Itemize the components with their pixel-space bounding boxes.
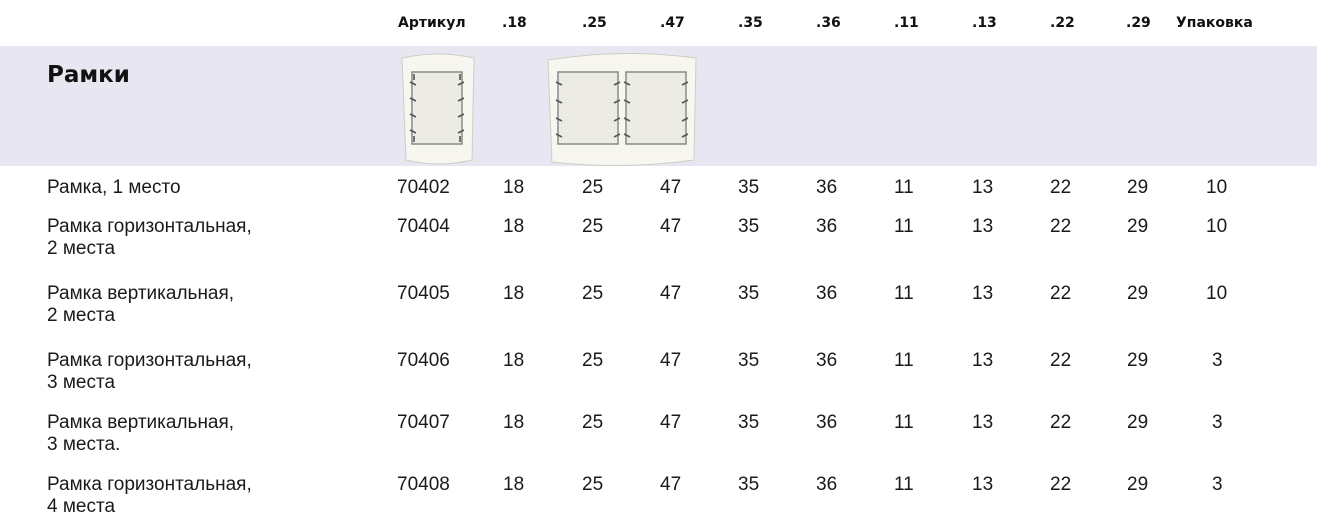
product-name [47,350,367,394]
packaging-qty: 10 [1206,283,1228,304]
cell-29: 29 [1127,283,1149,304]
cell-11: 11 [894,216,914,237]
packaging-qty: 3 [1212,474,1223,495]
cell-22: 22 [1050,474,1072,495]
article-number: 70404 [397,216,450,237]
cell-35: 35 [738,350,760,371]
cell-47: 47 [660,474,682,495]
cell-11: 11 [894,412,914,433]
cell-22: 22 [1050,350,1072,371]
product-name-line: 3 места [47,372,116,393]
cell-29: 29 [1127,177,1149,198]
cell-29: 29 [1127,412,1149,433]
product-name [47,216,367,260]
article-number: 70402 [397,177,450,198]
header-col-13: .13 [972,15,997,31]
cell-11: 11 [894,177,914,198]
cell-22: 22 [1050,216,1072,237]
cell-47: 47 [660,412,682,433]
frame-single-image [400,52,476,166]
product-name [47,412,367,456]
cell-36: 36 [816,474,838,495]
cell-11: 11 [894,283,914,304]
cell-18: 18 [503,412,525,433]
header-col-25: .25 [582,15,607,31]
cell-36: 36 [816,350,838,371]
header-col-11: .11 [894,15,919,31]
cell-25: 25 [582,177,604,198]
cell-18: 18 [503,216,525,237]
product-name-line: Рамка горизонтальная, [47,474,252,495]
table-header [0,0,1317,46]
cell-13: 13 [972,412,994,433]
cell-29: 29 [1127,350,1149,371]
packaging-qty: 3 [1212,412,1223,433]
article-number: 70408 [397,474,450,495]
header-col-29: .29 [1126,15,1151,31]
cell-25: 25 [582,216,604,237]
product-name [47,474,367,518]
cell-36: 36 [816,283,838,304]
cell-25: 25 [582,474,604,495]
product-name-line: Рамка вертикальная, [47,412,235,433]
cell-18: 18 [503,177,525,198]
cell-35: 35 [738,177,760,198]
cell-13: 13 [972,283,994,304]
cell-47: 47 [660,216,682,237]
section-title: Рамки [47,62,130,88]
header-col-18: .18 [502,15,527,31]
cell-18: 18 [503,283,525,304]
article-number: 70406 [397,350,450,371]
product-name-line: Рамка горизонтальная, [47,350,252,371]
cell-18: 18 [503,350,525,371]
article-number: 70407 [397,412,450,433]
cell-25: 25 [582,283,604,304]
cell-29: 29 [1127,474,1149,495]
section-band [0,46,1317,166]
product-name-line: 2 места [47,305,116,326]
cell-18: 18 [503,474,525,495]
product-name [47,283,367,327]
header-col-36: .36 [816,15,841,31]
product-name-line: 3 места. [47,434,121,455]
cell-22: 22 [1050,177,1072,198]
product-name-line: Рамка горизонтальная, [47,216,252,237]
header-col-22: .22 [1050,15,1075,31]
packaging-qty: 10 [1206,216,1228,237]
packaging-qty: 3 [1212,350,1223,371]
cell-35: 35 [738,216,760,237]
cell-35: 35 [738,412,760,433]
cell-13: 13 [972,474,994,495]
product-name-line: 2 места [47,238,116,259]
cell-13: 13 [972,177,994,198]
cell-13: 13 [972,350,994,371]
cell-35: 35 [738,474,760,495]
cell-36: 36 [816,412,838,433]
cell-47: 47 [660,283,682,304]
cell-35: 35 [738,283,760,304]
product-name-line: 4 места [47,496,116,517]
cell-47: 47 [660,350,682,371]
cell-29: 29 [1127,216,1149,237]
cell-11: 11 [894,350,914,371]
product-name [47,177,367,199]
cell-11: 11 [894,474,914,495]
product-name-line: Рамка вертикальная, [47,283,235,304]
cell-13: 13 [972,216,994,237]
cell-25: 25 [582,350,604,371]
header-col-35: .35 [738,15,763,31]
product-name-line: Рамка, 1 место [47,177,181,198]
header-packaging: Упаковка [1176,15,1253,31]
cell-22: 22 [1050,412,1072,433]
cell-36: 36 [816,216,838,237]
header-article: Артикул [398,15,466,31]
cell-36: 36 [816,177,838,198]
cell-25: 25 [582,412,604,433]
packaging-qty: 10 [1206,177,1228,198]
article-number: 70405 [397,283,450,304]
cell-22: 22 [1050,283,1072,304]
header-col-47: .47 [660,15,685,31]
cell-47: 47 [660,177,682,198]
frame-double-image [546,52,698,166]
